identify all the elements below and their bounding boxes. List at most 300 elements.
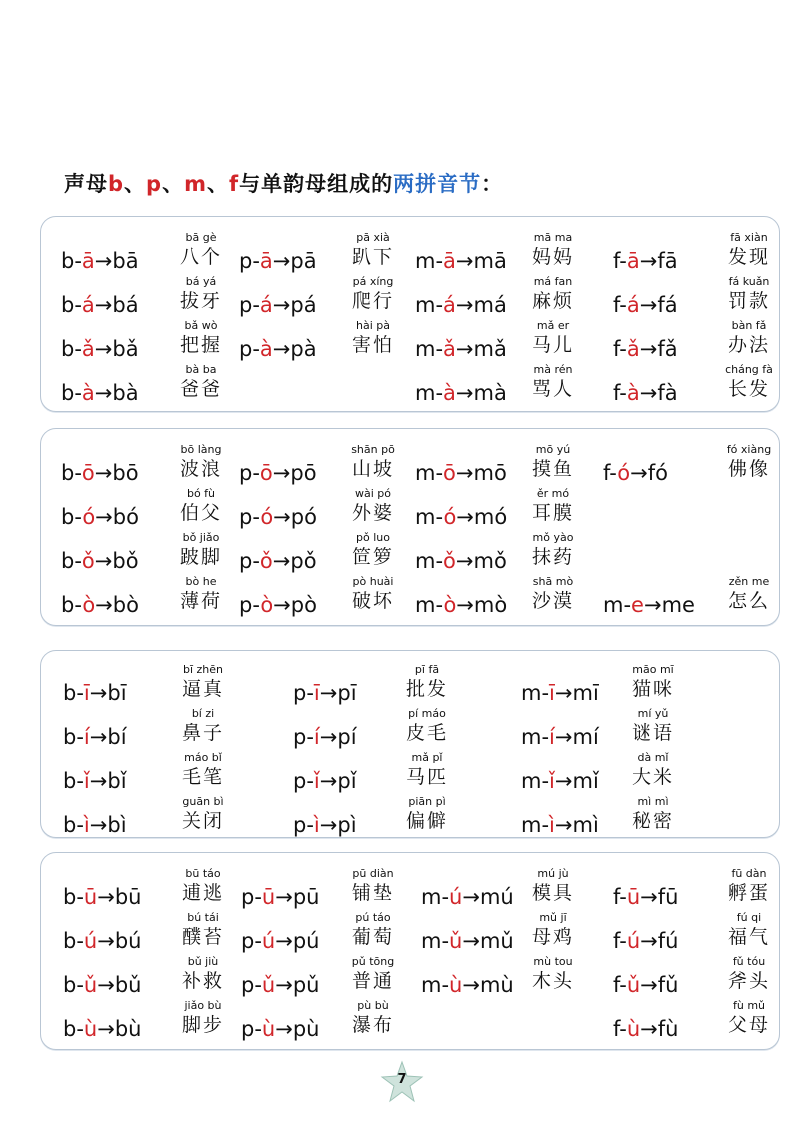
arrow-icon: → [272,461,291,485]
dash-symbol: - [76,1017,84,1041]
example-word [709,955,789,993]
initial-letter: m [415,249,436,273]
word-pinyin: bú tái [187,911,219,924]
arrow-icon: → [462,929,480,953]
syllable-item [613,911,775,957]
dash-symbol: - [435,549,444,573]
syllable-item [415,319,579,365]
syllable-panel-1 [40,216,780,412]
vowel-letter: ǎ [443,337,456,361]
word-characters: 马儿 [531,334,574,356]
spelling-rule [61,549,139,573]
example-word [709,575,789,613]
word-pinyin: hài pà [356,319,390,332]
syllable-result: mō [473,461,507,485]
word-characters: 鼻子 [181,722,224,744]
spelling-rule [421,973,514,997]
spelling-rule [603,593,695,617]
syllable-item [603,575,775,621]
example-word [333,911,413,949]
spelling-rule [613,929,678,953]
arrow-icon: → [275,885,293,909]
initial-letter: f [613,885,620,909]
example-word [163,707,243,745]
syllable-result: fǔ [657,973,679,997]
vowel-letter: ù [626,1017,641,1041]
arrow-icon: → [275,1017,293,1041]
vowel-letter: ù [83,1017,98,1041]
syllable-item [521,751,679,797]
arrow-icon: → [273,593,291,617]
dash-symbol: - [619,293,627,317]
example-word [333,231,413,269]
initial-letter: f [613,929,620,953]
example-word [333,955,413,993]
arrow-icon: → [456,593,474,617]
word-pinyin: mā ma [533,231,573,244]
initial-letter: m [603,593,624,617]
syllable-item [613,275,775,321]
vowel-letter: á [443,293,456,317]
word-characters: 佛像 [727,458,770,480]
example-word [513,231,593,269]
vowel-letter: ǔ [626,973,641,997]
syllable-result: bū [114,885,142,909]
arrow-icon: → [275,973,293,997]
vowel-letter: ō [259,461,273,485]
example-word [709,231,789,269]
word-characters: 山坡 [351,458,394,480]
dash-symbol: - [623,593,632,617]
dash-symbol: - [254,885,262,909]
spelling-rule [415,461,507,485]
syllable-result: pǐ [337,769,357,793]
initial-letter: p [239,249,253,273]
example-word [161,575,241,613]
spelling-rule [63,813,127,837]
arrow-icon: → [630,461,648,485]
syllable-result: mà [473,381,507,405]
spelling-rule [63,769,127,793]
syllable-item [613,319,775,365]
spelling-rule [293,813,357,837]
arrow-icon: → [639,381,658,405]
word-characters: 秘密 [631,810,674,832]
syllable-panel-4 [40,852,780,1050]
spelling-rule [415,505,507,529]
word-pinyin: fū dàn [731,867,767,880]
example-word [513,955,593,993]
example-word [163,999,243,1037]
syllable-item [63,707,229,753]
spelling-rule [293,681,357,705]
arrow-icon: → [639,293,658,317]
word-pinyin: mà rén [533,363,573,376]
dash-symbol: - [74,381,82,405]
initial-letter: p [293,681,307,705]
word-pinyin: pá xíng [352,275,394,288]
word-characters: 铺垫 [351,882,394,904]
arrow-icon: → [273,505,291,529]
word-characters: 模具 [531,882,574,904]
arrow-icon: → [89,769,108,793]
spelling-rule [239,505,317,529]
syllable-item [61,363,227,409]
syllable-result: mì [572,813,599,837]
arrow-icon: → [640,885,658,909]
word-characters: 醭苔 [181,926,224,948]
word-characters: 谜语 [631,722,674,744]
vowel-letter: ú [83,929,98,953]
word-pinyin: fā xiàn [730,231,768,244]
vowel-letter: ù [449,973,463,997]
spelling-rule [521,769,599,793]
dash-symbol: - [74,549,82,573]
word-pinyin: shā mò [532,575,574,588]
syllable-item [293,795,453,841]
initial-letter: f [603,461,610,485]
syllable-item [415,275,579,321]
syllable-result: bā [112,249,139,273]
syllable-result: pā [290,249,317,273]
example-word [333,275,413,313]
dash-symbol: - [74,337,82,361]
vowel-letter: ó [617,461,631,485]
example-word [513,363,593,401]
arrow-icon: → [319,813,338,837]
initial-letter: b [63,769,77,793]
page-number: 7 [397,1072,407,1087]
arrow-icon: → [272,549,291,573]
example-word [709,443,789,481]
arrow-icon: → [272,293,291,317]
syllable-result: mǒ [473,549,507,573]
vowel-letter: ō [443,461,456,485]
syllable-result: pó [290,505,317,529]
vowel-letter: ò [82,593,96,617]
vowel-letter: ǐ [549,769,555,793]
initial-letter: p [293,769,307,793]
spelling-rule [61,293,139,317]
initial-letter: m [521,681,542,705]
spelling-rule [415,593,507,617]
word-characters: 福气 [727,926,770,948]
example-word [513,867,593,905]
word-characters: 斧头 [727,970,770,992]
dash-symbol: - [619,929,627,953]
example-word [333,487,413,525]
example-word [163,795,243,833]
syllable-item [613,955,775,1001]
initial-letter: f [613,249,620,273]
dash-symbol: - [76,885,84,909]
syllable-item [63,999,229,1045]
vowel-letter: ǎ [626,337,640,361]
arrow-icon: → [455,337,474,361]
syllable-result: fǎ [657,337,678,361]
word-pinyin: pā xià [356,231,390,244]
word-characters: 父母 [727,1014,770,1036]
vowel-letter: ó [260,505,274,529]
example-word [163,955,243,993]
spelling-rule [239,593,317,617]
word-pinyin: bǎ wò [184,319,218,332]
initial-letter: p [239,505,253,529]
syllable-panel-2 [40,428,780,626]
example-word [613,707,693,745]
initial-letter: f [613,293,620,317]
syllable-item [241,955,399,1001]
dash-symbol: - [254,1017,262,1041]
dash-symbol: - [541,725,550,749]
spelling-rule [613,1017,678,1041]
word-pinyin: fó xiàng [726,443,772,456]
spelling-rule [241,973,319,997]
word-characters: 伯父 [179,502,222,524]
dash-symbol: - [541,681,550,705]
spelling-rule [613,337,678,361]
word-pinyin: pī fā [414,663,440,676]
syllable-item [293,751,453,797]
initial-letter: m [415,593,436,617]
arrow-icon: → [89,813,108,837]
dash-symbol: - [306,725,314,749]
initial-letter: m [421,973,442,997]
word-pinyin: pú táo [355,911,391,924]
initial-letter: b [61,505,75,529]
syllable-item [241,911,399,957]
spelling-rule [415,337,507,361]
word-characters: 麻烦 [531,290,574,312]
vowel-letter: í [313,725,320,749]
syllable-result: fó [647,461,668,485]
word-characters: 薄荷 [179,590,222,612]
arrow-icon: → [554,681,573,705]
syllable-item [239,275,399,321]
arrow-icon: → [97,973,115,997]
word-pinyin: mí yǔ [637,707,669,720]
word-pinyin: wài pó [354,487,391,500]
example-word [163,911,243,949]
spelling-rule [293,769,357,793]
spelling-rule [521,813,599,837]
word-characters: 外婆 [351,502,394,524]
arrow-icon: → [455,461,474,485]
initial-letter: b [61,549,75,573]
spelling-rule [239,549,317,573]
example-word [709,319,789,357]
arrow-icon: → [455,249,474,273]
vowel-letter: ò [443,593,457,617]
arrow-icon: → [275,929,293,953]
syllable-result: pǒ [290,549,317,573]
word-pinyin: mǎ pǐ [411,751,443,764]
word-pinyin: bà ba [185,363,217,376]
word-pinyin: bō làng [180,443,222,456]
arrow-icon: → [94,337,113,361]
arrow-icon: → [456,505,474,529]
word-characters: 补救 [181,970,224,992]
initial-letter: m [421,885,442,909]
dash-symbol: - [619,885,627,909]
example-word [613,751,693,789]
word-pinyin: fú qi [736,911,762,924]
spelling-rule [61,337,139,361]
spelling-rule [293,725,357,749]
syllable-result: bǎ [112,337,139,361]
arrow-icon: → [89,725,108,749]
vowel-letter: ǔ [261,973,276,997]
dash-symbol: - [435,505,444,529]
syllable-item [63,955,229,1001]
word-characters: 爸爸 [179,378,222,400]
spelling-rule [613,293,678,317]
word-characters: 毛笔 [181,766,224,788]
syllable-item [421,867,579,913]
title-colon: ： [481,172,504,196]
syllable-item [293,707,453,753]
syllable-result: bà [112,381,139,405]
vowel-letter: ā [259,249,273,273]
syllable-result: bú [114,929,142,953]
example-word [333,867,413,905]
syllable-result: pō [290,461,317,485]
initial-letter: b [61,249,75,273]
title-sep-3: 、 [206,172,229,196]
initial-letter: m [415,293,436,317]
word-characters: 母鸡 [531,926,574,948]
initial-letter: p [241,929,255,953]
arrow-icon: → [554,725,573,749]
syllable-result: pí [337,725,357,749]
initial-letter: p [293,813,307,837]
syllable-result: pò [290,593,317,617]
syllable-panel-3 [40,650,780,838]
syllable-item [239,487,399,533]
spelling-rule [613,249,678,273]
dash-symbol: - [252,337,260,361]
dash-symbol: - [252,593,261,617]
arrow-icon: → [94,381,113,405]
vowel-letter: ǎ [81,337,95,361]
initial-letter: f [613,973,620,997]
syllable-result: pà [290,337,317,361]
syllable-item [61,319,227,365]
initial-letter: p [239,293,253,317]
syllable-item [63,795,229,841]
dash-symbol: - [74,249,82,273]
word-pinyin: mì mì [637,795,669,808]
word-characters: 耳膜 [531,502,574,524]
example-word [513,487,593,525]
arrow-icon: → [640,973,658,997]
example-word [161,531,241,569]
dash-symbol: - [619,381,627,405]
vowel-letter: e [631,593,644,617]
syllable-result: fà [657,381,678,405]
example-word [163,751,243,789]
spelling-rule [61,381,139,405]
syllable-item [415,231,579,277]
spelling-rule [241,929,319,953]
vowel-letter: ǔ [449,929,463,953]
vowel-letter: à [259,337,273,361]
word-characters: 跛脚 [179,546,222,568]
vowel-letter: ǒ [259,549,273,573]
vowel-letter: á [81,293,95,317]
initial-letter: m [415,549,436,573]
syllable-result: mò [473,593,508,617]
vowel-letter: ǒ [81,549,95,573]
initial-letter: p [239,461,253,485]
arrow-icon: → [94,549,113,573]
dash-symbol: - [252,249,260,273]
syllable-item [239,575,399,621]
syllable-item [241,867,399,913]
word-pinyin: bí zi [191,707,215,720]
initial-letter: p [239,549,253,573]
spelling-rule [63,725,127,749]
example-word [163,663,243,701]
vowel-letter: ī [83,681,90,705]
dash-symbol: - [441,885,450,909]
syllable-result: bǒ [112,549,139,573]
example-word [513,319,593,357]
arrow-icon: → [94,293,113,317]
syllable-result: fá [657,293,678,317]
example-word [161,231,241,269]
spelling-rule [613,885,678,909]
dash-symbol: - [254,929,262,953]
initial-letter: m [521,813,542,837]
syllable-item [293,663,453,709]
vowel-letter: ǐ [313,769,320,793]
example-word [513,443,593,481]
example-word [161,487,241,525]
initial-letter: b [61,293,75,317]
vowel-letter: ā [81,249,95,273]
arrow-icon: → [95,505,113,529]
syllable-result: bù [114,1017,142,1041]
vowel-letter: ì [549,813,555,837]
syllable-result: bì [107,813,127,837]
dash-symbol: - [252,293,260,317]
vowel-letter: ō [81,461,95,485]
arrow-icon: → [462,973,480,997]
syllable-item [63,663,229,709]
syllable-item [239,531,399,577]
word-pinyin: mú jù [537,867,569,880]
spelling-rule [241,885,319,909]
spelling-rule [415,549,507,573]
word-pinyin: mǎ er [536,319,570,332]
initial-letter: b [61,337,75,361]
arrow-icon: → [554,813,573,837]
vowel-letter: ǔ [83,973,98,997]
example-word [333,575,413,613]
initial-b: b [108,172,125,196]
example-word [161,275,241,313]
arrow-icon: → [97,1017,115,1041]
spelling-rule [61,593,139,617]
word-pinyin: pǔ tōng [351,955,395,968]
dash-symbol: - [74,293,82,317]
spelling-rule [63,681,127,705]
syllable-item [415,487,579,533]
title-prefix: 声母 [64,172,108,196]
arrow-icon: → [319,725,338,749]
syllable-item [613,231,775,277]
